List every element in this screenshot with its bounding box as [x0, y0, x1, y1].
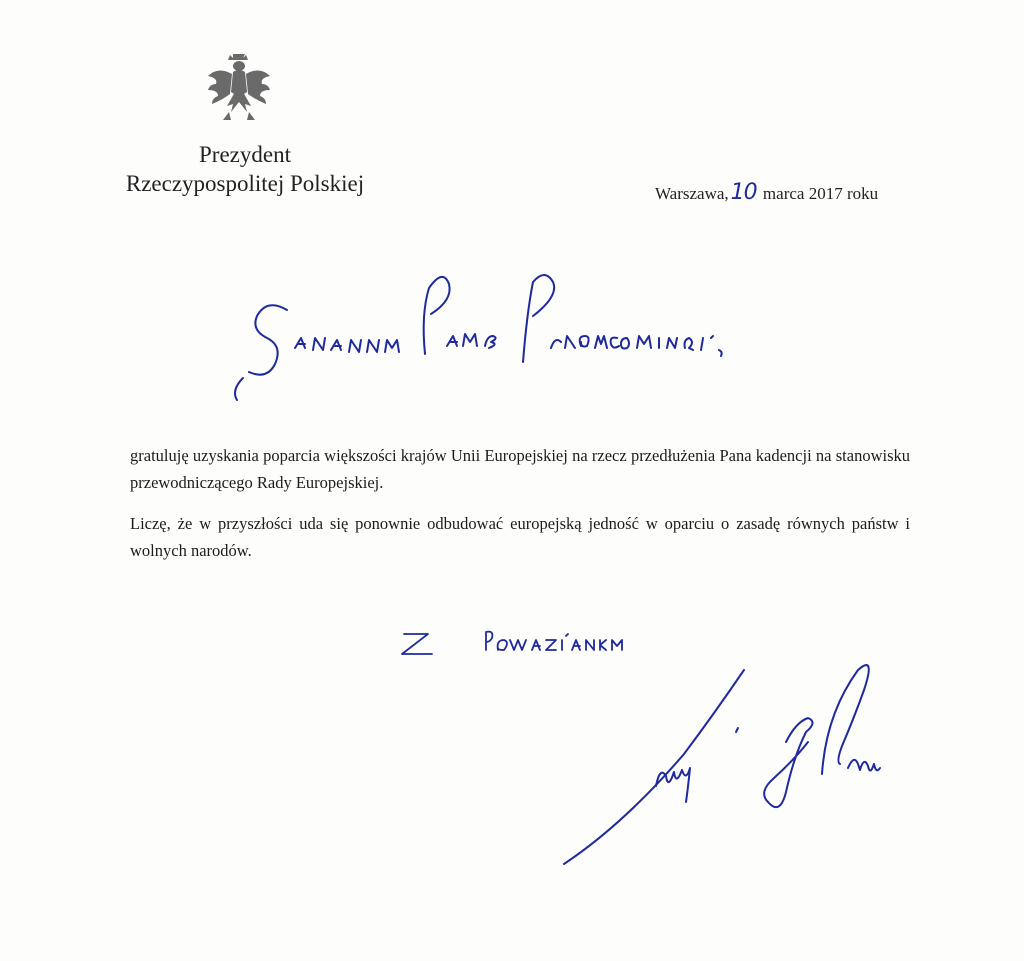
salutation-text: [0, 0, 1, 1]
letter-body: [130, 442, 910, 578]
polish-eagle-emblem-icon: [205, 50, 273, 126]
body-paragraph-1: gratuluję uzyskania poparcia większości krajów Unii Europejskiej na rzecz przedłużenia Pana kadencji na stanowisku przewodniczącego Rady Europejskiej.: [130, 446, 910, 492]
date-line: [655, 180, 878, 205]
body-paragraph-2: Liczę, że w przyszłości uda się ponownie odbudować europejską jedność w oparciu o zasadę równych państw i wolnych narodów.: [130, 514, 910, 560]
handwritten-text-values: [0, 0, 1, 1]
date-rest: marca 2017 roku: [762, 184, 879, 203]
president-signature: [560, 650, 920, 870]
date-place: Warszawa,: [655, 184, 729, 203]
office-title: [100, 140, 390, 198]
office-line-2: Rzeczypospolitej Polskiej: [125, 171, 365, 196]
office-line-1: Prezydent: [199, 142, 291, 167]
handwritten-salutation: [225, 270, 745, 410]
date-day-handwritten: 10: [730, 180, 757, 205]
